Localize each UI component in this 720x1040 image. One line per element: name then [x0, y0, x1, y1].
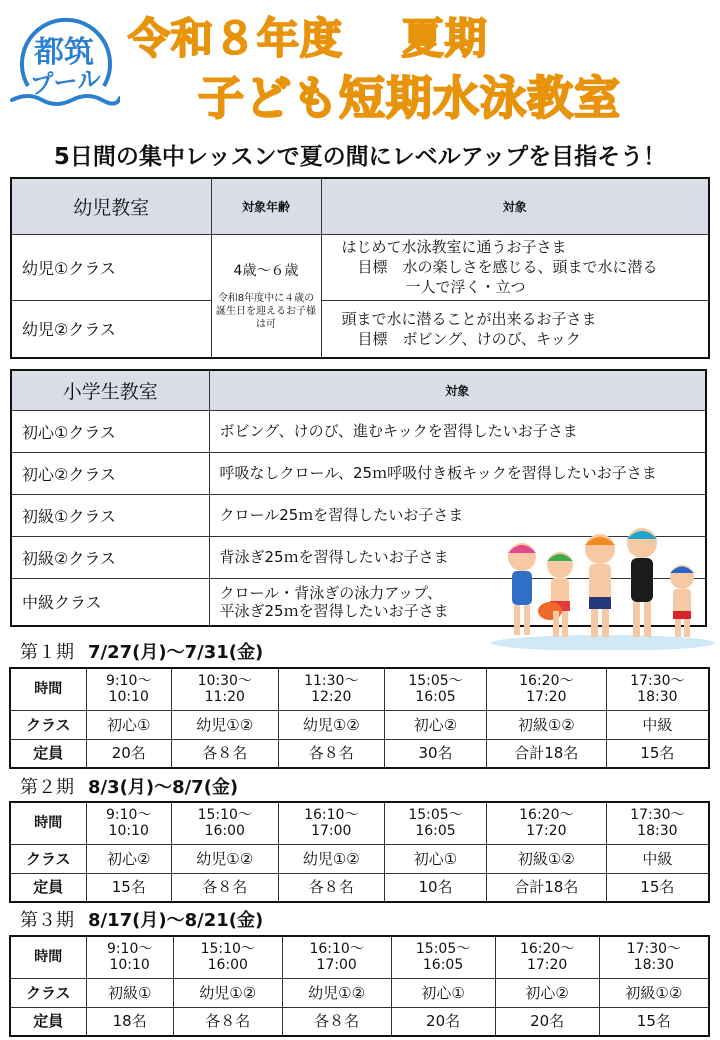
elementary-target: ボビング、けのび、進むキックを習得したいお子さま	[209, 410, 706, 452]
swimming-kids-illustration	[490, 515, 716, 650]
time-start: 15:05～	[408, 807, 463, 824]
time-start: 15:05～	[415, 941, 471, 958]
period-2-title	[20, 773, 238, 799]
capacity-cell: 合計18名	[486, 873, 606, 902]
time-cell	[606, 668, 709, 710]
time-start: 15:10～	[197, 807, 252, 824]
infant-goal-line: 一人で浮く・立つ	[405, 278, 526, 296]
time-start: 9:10～	[106, 673, 152, 690]
table-row	[10, 1007, 709, 1036]
time-label: 時間	[10, 668, 86, 710]
infant-goal-line: 目標 水の楽しさを感じる、頭まで水に潜る	[357, 258, 658, 276]
period-1-title	[20, 638, 263, 664]
time-start: 17:30～	[626, 941, 682, 958]
table-row	[10, 802, 709, 844]
infant-header-name: 幼児教室	[11, 178, 211, 234]
time-cell	[282, 936, 391, 978]
time-cell	[495, 936, 599, 978]
time-end: 10:10	[108, 823, 149, 840]
time-start: 16:20～	[519, 941, 575, 958]
infant-age-main: 4歳～６歳	[233, 263, 299, 280]
class-cell: 初級①	[86, 978, 173, 1007]
subtitle: 5日間の集中レッスンで夏の間にレベルアップを目指そう！	[53, 144, 667, 170]
infant-class-name: 幼児①クラス	[11, 234, 211, 300]
class-cell: 初心①	[385, 844, 487, 873]
table-row	[10, 739, 709, 768]
time-cell	[171, 802, 278, 844]
time-end: 16:00	[204, 823, 245, 840]
capacity-cell: 各８名	[173, 1007, 282, 1036]
table-row	[10, 873, 709, 902]
table-row	[10, 936, 709, 978]
elementary-header-name: 小学生教室	[11, 370, 209, 410]
class-cell: 初心②	[385, 710, 487, 739]
time-cell	[385, 802, 487, 844]
capacity-cell: 合計18名	[486, 739, 606, 768]
class-cell: 幼児①②	[282, 978, 391, 1007]
infant-age-cell	[211, 234, 321, 358]
infant-age-note: 令和8年度中に４歳の誕生日を迎えるお子様は可	[216, 293, 316, 331]
capacity-cell: 各８名	[278, 873, 385, 902]
time-cell	[171, 668, 278, 710]
time-cell	[391, 936, 495, 978]
time-end: 16:00	[207, 957, 248, 974]
capacity-cell: 15名	[599, 1007, 709, 1036]
infant-target-line: 頭まで水に潜ることが出来るお子さま	[341, 309, 597, 328]
capacity-label: 定員	[10, 873, 86, 902]
time-start: 17:30～	[630, 673, 685, 690]
time-end: 17:00	[316, 957, 357, 974]
time-end: 10:10	[108, 689, 149, 706]
class-cell: 初心①	[86, 710, 171, 739]
time-end: 16:05	[415, 689, 456, 706]
table-row	[11, 300, 709, 358]
logo-text-line1: 都筑	[34, 35, 94, 70]
time-start: 15:10～	[200, 941, 255, 958]
capacity-cell: 20名	[495, 1007, 599, 1036]
time-start: 17:30～	[630, 807, 685, 824]
period-3-title	[20, 906, 263, 932]
time-end: 17:20	[526, 689, 567, 706]
time-start: 15:05～	[408, 673, 463, 690]
time-end: 12:20	[311, 689, 352, 706]
period-name: 第３期	[20, 910, 74, 931]
elementary-header-row	[11, 370, 706, 410]
logo-text-line2: プール	[28, 64, 103, 100]
capacity-label: 定員	[10, 739, 86, 768]
time-end: 17:20	[526, 823, 567, 840]
class-cell: 幼児①②	[171, 844, 278, 873]
time-end: 17:20	[526, 957, 568, 974]
class-label: クラス	[10, 978, 86, 1007]
time-end: 11:20	[204, 689, 245, 706]
time-start: 11:30～	[304, 673, 359, 690]
time-start: 9:10～	[106, 807, 152, 824]
class-cell: 幼児①②	[278, 844, 385, 873]
capacity-cell: 10名	[385, 873, 487, 902]
table-row	[11, 452, 706, 494]
elementary-target: 背泳ぎ25ｍを習得したいお子さま	[209, 536, 706, 578]
capacity-cell: 各８名	[171, 873, 278, 902]
infant-goal-line: 目標 ボビング、けのび、キック	[357, 329, 581, 348]
infant-header-target: 対象	[321, 178, 709, 234]
class-cell: 中級	[606, 844, 709, 873]
time-cell	[278, 802, 385, 844]
time-start: 16:20～	[519, 673, 574, 690]
time-start: 16:20～	[519, 807, 574, 824]
period-3-schedule-table	[9, 935, 710, 1037]
time-cell	[486, 802, 606, 844]
capacity-cell: 15名	[606, 873, 709, 902]
time-end: 16:05	[422, 957, 464, 974]
time-end: 18:30	[637, 823, 678, 840]
capacity-cell: 各８名	[278, 739, 385, 768]
elementary-header-target: 対象	[209, 370, 706, 410]
period-dates: 7/27(月)～7/31(金)	[88, 642, 264, 663]
class-cell: 幼児①②	[171, 710, 278, 739]
period-dates: 8/3(月)～8/7(金)	[88, 777, 239, 798]
class-cell: 初級①②	[486, 844, 606, 873]
class-cell: 初心②	[86, 844, 171, 873]
elementary-target-line: クロール・背泳ぎの泳力アップ、	[219, 583, 442, 602]
period-1-schedule-table	[9, 667, 710, 769]
infant-target-cell	[321, 234, 709, 300]
time-cell	[86, 668, 171, 710]
time-end: 18:30	[633, 957, 675, 974]
class-cell: 初級①②	[486, 710, 606, 739]
capacity-cell: 30名	[385, 739, 487, 768]
capacity-cell: 20名	[86, 739, 171, 768]
table-row	[11, 234, 709, 300]
time-end: 17:00	[311, 823, 352, 840]
time-end: 10:10	[109, 957, 150, 974]
class-label: クラス	[10, 710, 86, 739]
time-label: 時間	[10, 936, 86, 978]
infant-target-line: はじめて水泳教室に通うお子さま	[341, 238, 567, 256]
time-cell	[486, 668, 606, 710]
elementary-class-name: 初級②クラス	[11, 536, 209, 578]
infant-header-age: 対象年齢	[211, 178, 321, 234]
class-label: クラス	[10, 844, 86, 873]
class-cell: 初心①	[391, 978, 495, 1007]
capacity-cell: 15名	[86, 873, 171, 902]
infant-target-cell	[321, 300, 709, 358]
time-end: 16:05	[415, 823, 456, 840]
time-cell	[86, 936, 173, 978]
table-row	[10, 844, 709, 873]
capacity-cell: 18名	[86, 1007, 173, 1036]
elementary-target-line: 平泳ぎ25ｍを習得したいお子さま	[219, 601, 449, 620]
capacity-cell: 20名	[391, 1007, 495, 1036]
infant-class-name: 幼児②クラス	[11, 300, 211, 358]
period-2-schedule-table	[9, 801, 710, 903]
time-cell	[173, 936, 282, 978]
time-start: 10:30～	[197, 673, 252, 690]
period-dates: 8/17(月)～8/21(金)	[88, 910, 264, 931]
class-cell: 幼児①②	[278, 710, 385, 739]
time-cell	[278, 668, 385, 710]
elementary-class-name: 初心②クラス	[11, 452, 209, 494]
time-start: 16:10～	[304, 807, 359, 824]
infant-class-table	[10, 177, 710, 359]
table-row	[10, 710, 709, 739]
elementary-target: 呼吸なしクロール、25ｍ呼吸付き板キックを習得したいお子さま	[209, 452, 706, 494]
class-cell: 初級①②	[599, 978, 709, 1007]
time-cell	[606, 802, 709, 844]
table-row	[10, 668, 709, 710]
period-name: 第１期	[20, 642, 74, 663]
capacity-label: 定員	[10, 1007, 86, 1036]
elementary-target: クロール25ｍを習得したいお子さま	[209, 494, 706, 536]
title-line-1: 令和８年度 夏期	[128, 14, 488, 63]
table-row	[11, 410, 706, 452]
time-start: 16:10～	[309, 941, 364, 958]
period-name: 第２期	[20, 777, 74, 798]
class-cell: 幼児①②	[173, 978, 282, 1007]
tsuzuki-pool-logo	[8, 8, 120, 120]
class-cell: 中級	[606, 710, 709, 739]
infant-header-row	[11, 178, 709, 234]
time-start: 9:10～	[106, 941, 153, 958]
time-end: 18:30	[637, 689, 678, 706]
class-cell: 初心②	[495, 978, 599, 1007]
elementary-class-name: 中級クラス	[11, 578, 209, 626]
time-cell	[599, 936, 709, 978]
capacity-cell: 各８名	[171, 739, 278, 768]
time-label: 時間	[10, 802, 86, 844]
time-cell	[385, 668, 487, 710]
elementary-class-name: 初級①クラス	[11, 494, 209, 536]
capacity-cell: 15名	[606, 739, 709, 768]
title-line-2: 子ども短期水泳教室	[198, 71, 621, 125]
time-cell	[86, 802, 171, 844]
table-row	[10, 978, 709, 1007]
elementary-class-name: 初心①クラス	[11, 410, 209, 452]
capacity-cell: 各８名	[282, 1007, 391, 1036]
